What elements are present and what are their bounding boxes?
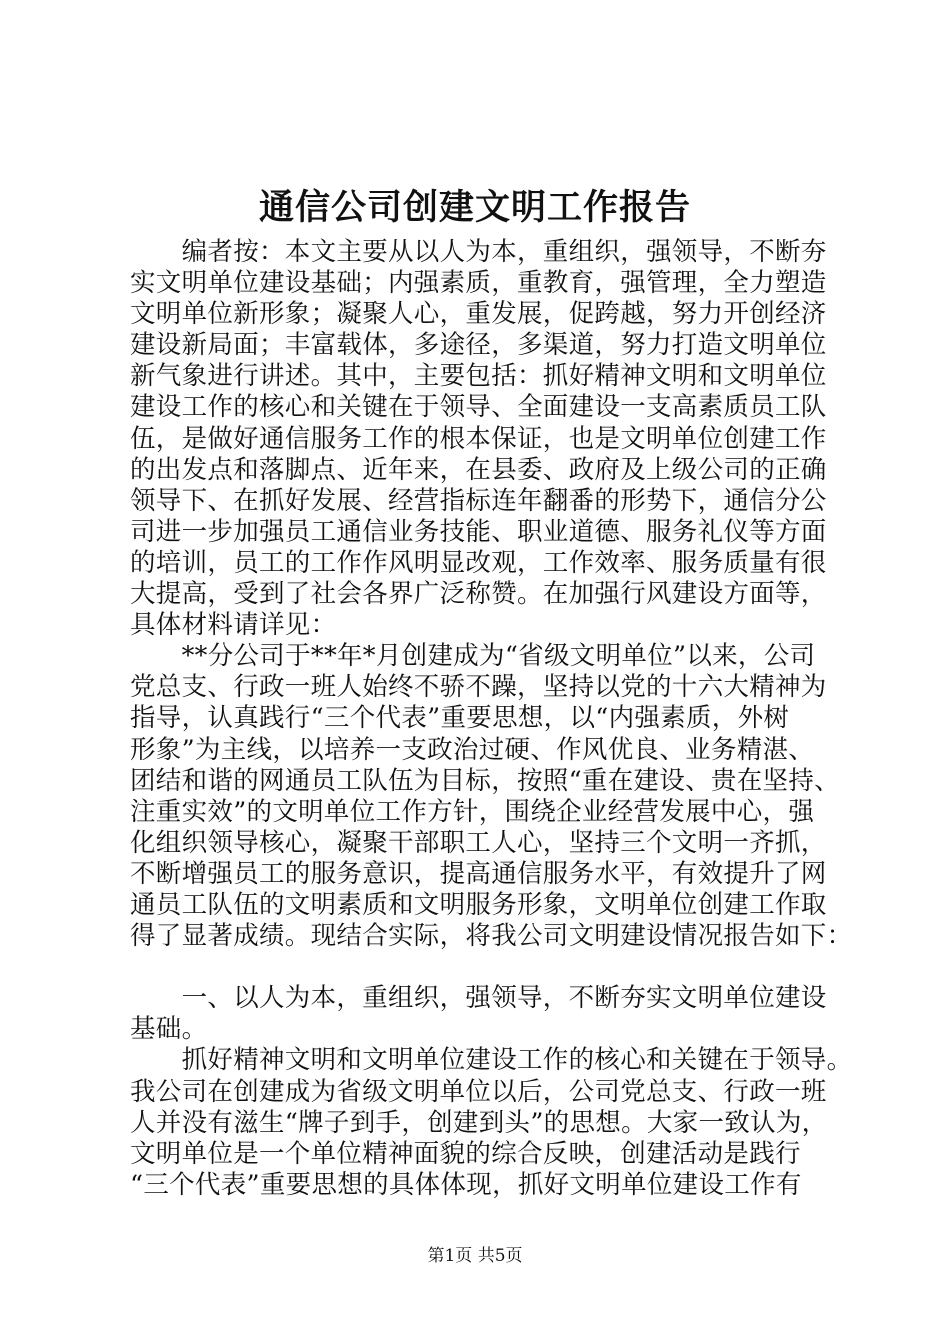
text-line: 大提高，受到了社会各界广泛称赞。在加强行风建设方面等， [130, 579, 827, 610]
text-line: 形象”为主线，以培养一支政治过硬、作风优良、业务精湛、 [130, 734, 815, 765]
blank-line [130, 952, 830, 983]
text-line: 化组织领导核心，凝聚干部职工人心，坚持三个文明一齐抓， [130, 827, 827, 858]
text-line: 人并没有滋生“牌子到手，创建到头”的思想。大家一致认为， [130, 1107, 828, 1138]
text-line: 的出发点和落脚点、近年来，在县委、政府及上级公司的正确 [130, 454, 827, 485]
text-line: 伍，是做好通信服务工作的根本保证，也是文明单位创建工作 [130, 423, 827, 454]
section-heading: 基础。 [130, 1014, 208, 1045]
section-heading: 一、以人为本，重组织，强领导，不断夯实文明单位建设 [130, 983, 827, 1014]
text-line: 不断增强员工的服务意识，提高通信服务水平，有效提升了网 [130, 858, 827, 889]
text-line: 指导，认真践行“三个代表”重要思想，以“内强素质，外树 [130, 703, 790, 734]
text-line: **分公司于**年*月创建成为“省级文明单位”以来，公司 [130, 641, 816, 672]
text-line: 编者按：本文主要从以人为本，重组织，强领导，不断夯 [130, 237, 827, 267]
text-line: 新气象进行讲述。其中，主要包括：抓好精神文明和文明单位 [130, 361, 827, 392]
text-line: 文明单位是一个单位精神面貌的综合反映，创建活动是践行 [130, 1138, 801, 1169]
document-body [130, 237, 853, 1201]
text-line: 文明单位新形象；凝聚人心，重发展，促跨越，努力开创经济 [130, 299, 827, 330]
text-line: 建设新局面；丰富载体，多途径，多渠道，努力打造文明单位 [130, 330, 827, 361]
text-line: 得了显著成绩。现结合实际，将我公司文明建设情况报告如下： [130, 921, 853, 952]
text-line: 的培训，员工的工作作风明显改观，工作效率、服务质量有很 [130, 547, 827, 578]
page-footer: 第1页 共5页 [427, 1246, 523, 1266]
document-title: 通信公司创建文明工作报告 [258, 187, 691, 228]
text-line: 具体材料请详见： [130, 610, 337, 641]
text-line: 注重实效”的文明单位工作方针，围绕企业经营发展中心，强 [130, 796, 815, 827]
text-line: 党总支、行政一班人始终不骄不躁，坚持以党的十六大精神为 [130, 672, 827, 703]
text-line: 司进一步加强员工通信业务技能、职业道德、服务礼仪等方面 [130, 516, 827, 547]
text-line: 通员工队伍的文明素质和文明服务形象，文明单位创建工作取 [130, 889, 827, 920]
text-line: 实文明单位建设基础；内强素质，重教育，强管理，全力塑造 [130, 268, 827, 299]
text-line: 我公司在创建成为省级文明单位以后，公司党总支、行政一班 [130, 1076, 827, 1107]
text-line: 领导下、在抓好发展、经营指标连年翻番的形势下，通信分公 [130, 485, 827, 516]
text-line: 团结和谐的网通员工队伍为目标，按照“重在建设、贵在坚持、 [130, 765, 840, 796]
text-line: 抓好精神文明和文明单位建设工作的核心和关键在于领导。 [130, 1045, 853, 1076]
text-line: “三个代表”重要思想的具体体现，抓好文明单位建设工作有 [130, 1169, 802, 1200]
text-line: 建设工作的核心和关键在于领导、全面建设一支高素质员工队 [130, 392, 827, 423]
